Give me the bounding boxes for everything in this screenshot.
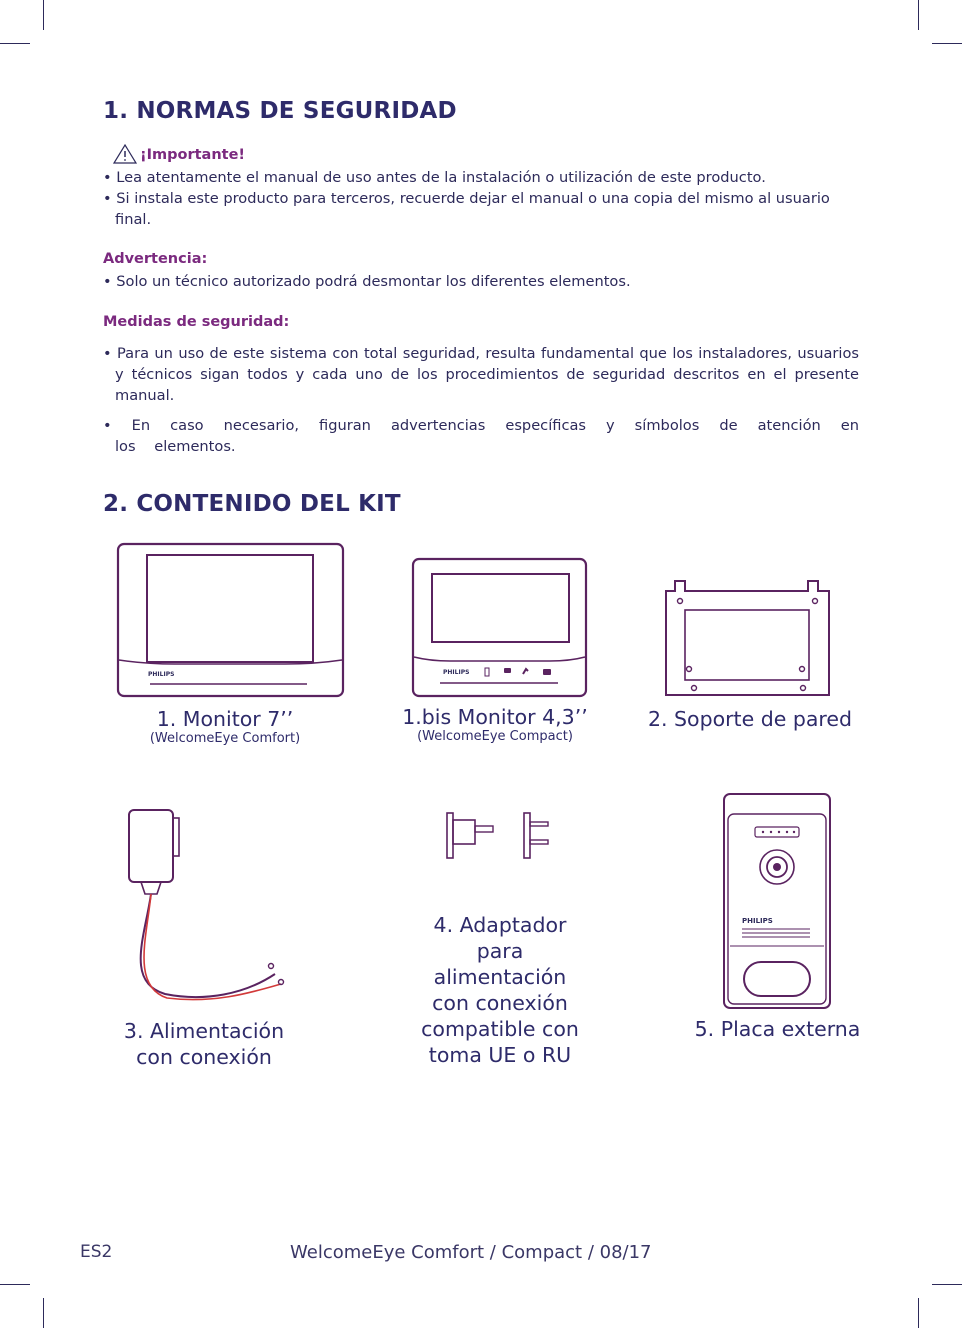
crop-mark bbox=[932, 1284, 962, 1285]
caption-plug-adapter bbox=[392, 912, 608, 1068]
important-label: ¡Importante! bbox=[140, 147, 246, 163]
warning-icon bbox=[113, 144, 137, 164]
caption-monitor-4-3: 1.bis Monitor 4,3’’ bbox=[402, 705, 588, 729]
crop-mark bbox=[0, 1284, 30, 1285]
crop-mark bbox=[0, 43, 30, 44]
outdoor-panel-illustration bbox=[722, 792, 832, 1010]
crop-mark bbox=[43, 1298, 44, 1328]
list-item: • Lea atentamente el manual de uso antes de la instalación o utilización de este producto. bbox=[103, 169, 766, 186]
list-item: • Para un uso de este sistema con total seguridad, resulta fundamental que los instaladores, usuarios y técnicos sigan todos y cada uno de los procedimientos de seguridad descritos en el presente manual. bbox=[103, 345, 859, 404]
list-item: • En caso necesario, figuran advertencias específicas y símbolos de atención en los elementos. bbox=[103, 417, 859, 455]
measures-list bbox=[103, 343, 859, 457]
caption-line: toma UE o RU bbox=[428, 1043, 572, 1067]
monitor-4-3-illustration bbox=[410, 557, 590, 699]
caption-outdoor-panel: 5. Placa externa bbox=[694, 1017, 861, 1041]
caption-line: alimentación bbox=[433, 965, 567, 989]
caption-line: con conexión bbox=[432, 991, 568, 1015]
wall-bracket-illustration bbox=[663, 577, 833, 699]
important-list bbox=[103, 167, 859, 230]
list-item: • Solo un técnico autorizado podrá desmontar los diferentes elementos. bbox=[103, 273, 631, 290]
section-1-title: 1. NORMAS DE SEGURIDAD bbox=[103, 98, 457, 124]
caption-monitor-7-model: (WelcomeEye Comfort) bbox=[149, 731, 301, 746]
brand-mark: PHILIPS bbox=[148, 671, 175, 678]
crop-mark bbox=[932, 43, 962, 44]
caption-power-supply bbox=[110, 1018, 298, 1070]
caption-line: 4. Adaptador bbox=[433, 913, 567, 937]
measures-label: Medidas de seguridad: bbox=[103, 314, 290, 330]
caption-line: 3. Alimentación bbox=[123, 1019, 285, 1043]
caption-line: con conexión bbox=[136, 1045, 272, 1069]
caption-wall-bracket: 2. Soporte de pared bbox=[647, 707, 853, 731]
caption-monitor-7: 1. Monitor 7’’ bbox=[156, 707, 294, 731]
section-2-title: 2. CONTENIDO DEL KIT bbox=[103, 491, 401, 517]
warning-list bbox=[103, 271, 859, 292]
brand-mark: PHILIPS bbox=[443, 669, 470, 676]
crop-mark bbox=[918, 0, 919, 30]
list-item: • Si instala este producto para terceros, recuerde dejar el manual o una copia del mismo al usuario final. bbox=[103, 190, 830, 228]
caption-monitor-4-3-model: (WelcomeEye Compact) bbox=[417, 729, 573, 744]
power-supply-illustration bbox=[125, 806, 295, 1002]
caption-line: para bbox=[476, 939, 524, 963]
crop-mark bbox=[43, 0, 44, 30]
plug-adapters-illustration bbox=[445, 810, 557, 862]
caption-line: compatible con bbox=[421, 1017, 579, 1041]
brand-mark: PHILIPS bbox=[742, 917, 773, 925]
warning-label: Advertencia: bbox=[103, 251, 208, 267]
document-title: WelcomeEye Comfort / Compact / 08/17 bbox=[290, 1242, 652, 1263]
crop-mark bbox=[918, 1298, 919, 1328]
monitor-7-illustration bbox=[115, 542, 347, 700]
page-number: ES2 bbox=[80, 1242, 113, 1262]
